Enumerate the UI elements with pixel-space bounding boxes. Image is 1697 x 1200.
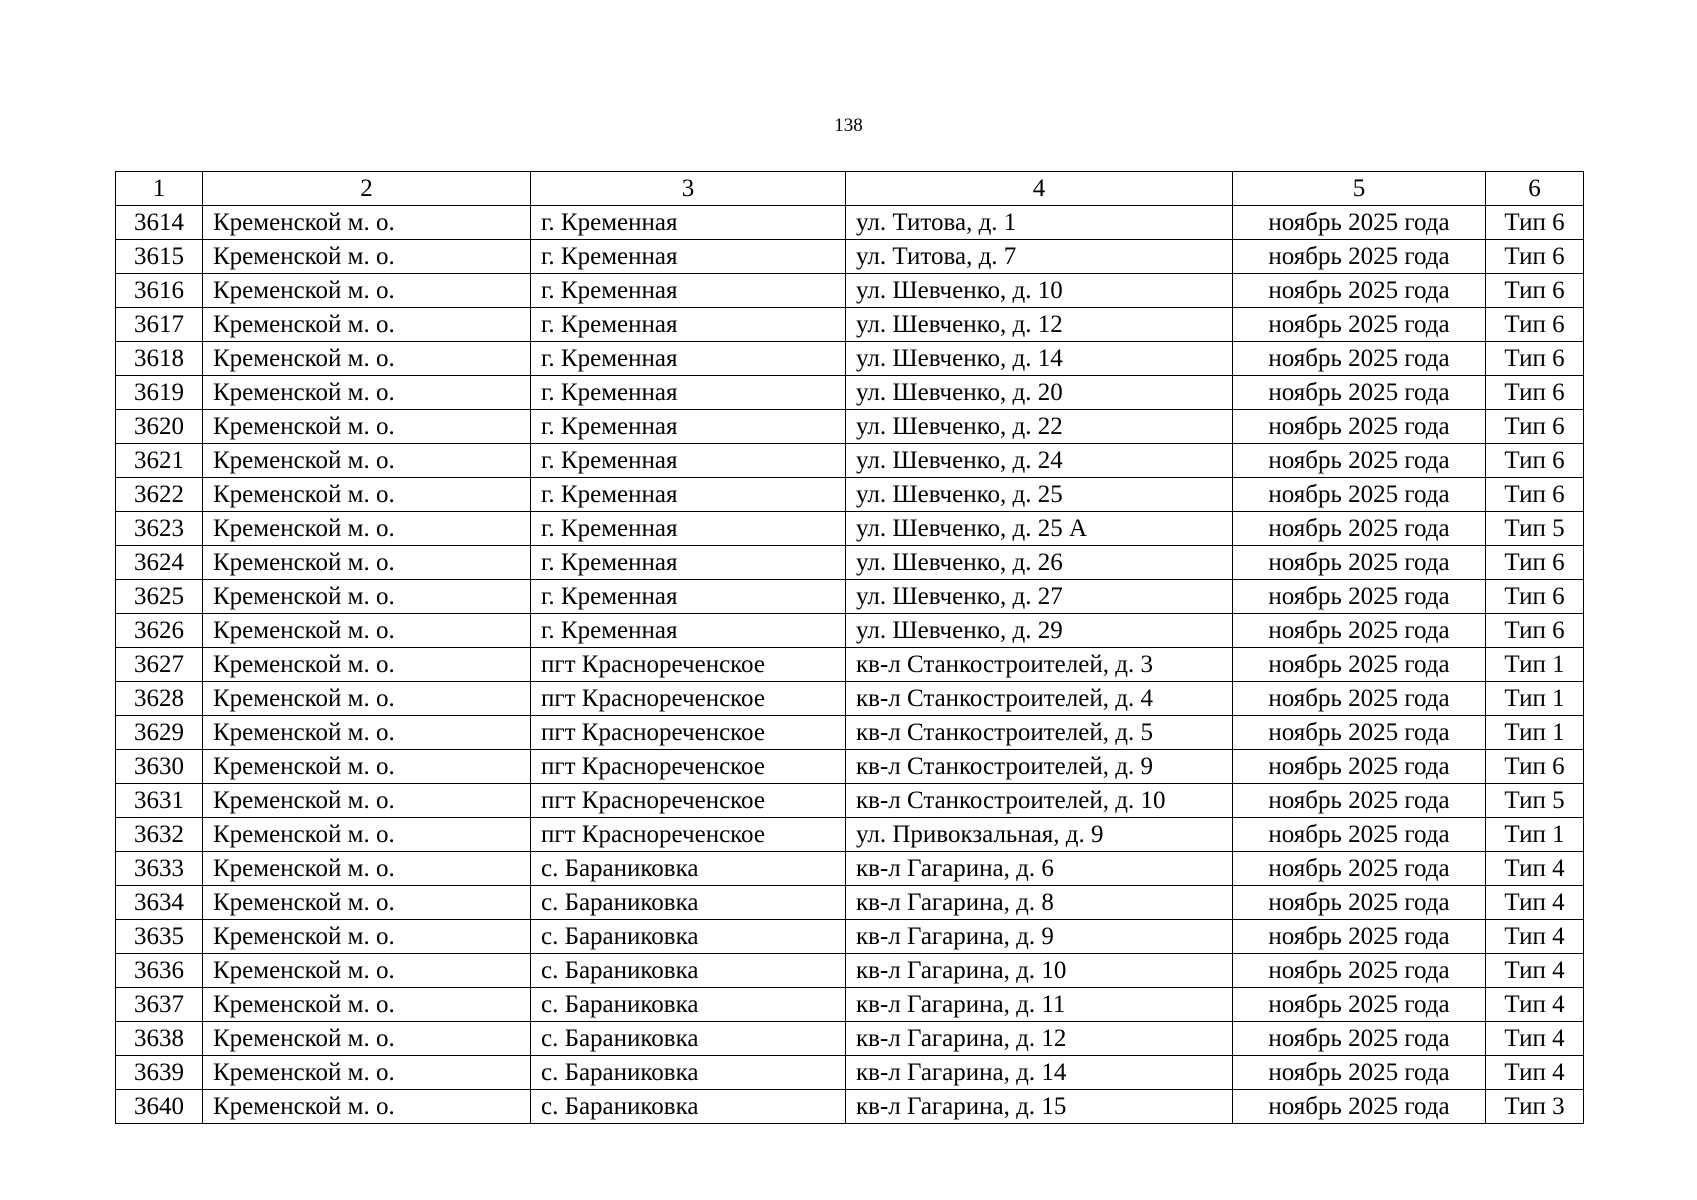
settlement-cell: пгт Краснореченское [531, 818, 846, 852]
row-number-cell: 3630 [116, 750, 203, 784]
type-cell: Тип 6 [1486, 580, 1584, 614]
table-row [116, 682, 1584, 716]
table-row [116, 1022, 1584, 1056]
table-row [116, 240, 1584, 274]
row-number-cell: 3638 [116, 1022, 203, 1056]
district-cell: Кременской м. о. [203, 614, 531, 648]
address-cell: кв-л Станкостроителей, д. 5 [846, 716, 1233, 750]
table-row [116, 206, 1584, 240]
district-cell: Кременской м. о. [203, 342, 531, 376]
row-number-cell: 3619 [116, 376, 203, 410]
table-row [116, 546, 1584, 580]
address-cell: кв-л Станкостроителей, д. 4 [846, 682, 1233, 716]
type-cell: Тип 6 [1486, 376, 1584, 410]
row-number-cell: 3614 [116, 206, 203, 240]
date-cell: ноябрь 2025 года [1233, 988, 1486, 1022]
district-cell: Кременской м. о. [203, 682, 531, 716]
page-number: 138 [834, 115, 863, 136]
type-cell: Тип 4 [1486, 920, 1584, 954]
table-row [116, 478, 1584, 512]
address-cell: ул. Шевченко, д. 29 [846, 614, 1233, 648]
district-cell: Кременской м. о. [203, 784, 531, 818]
address-cell: ул. Шевченко, д. 14 [846, 342, 1233, 376]
column-header: 2 [203, 172, 531, 206]
address-cell: кв-л Станкостроителей, д. 10 [846, 784, 1233, 818]
district-cell: Кременской м. о. [203, 886, 531, 920]
settlement-cell: г. Кременная [531, 274, 846, 308]
date-cell: ноябрь 2025 года [1233, 954, 1486, 988]
data-table [115, 171, 1584, 1124]
address-cell: кв-л Гагарина, д. 6 [846, 852, 1233, 886]
row-number-cell: 3620 [116, 410, 203, 444]
address-cell: ул. Привокзальная, д. 9 [846, 818, 1233, 852]
settlement-cell: пгт Краснореченское [531, 648, 846, 682]
address-cell: ул. Шевченко, д. 25 [846, 478, 1233, 512]
row-number-cell: 3618 [116, 342, 203, 376]
district-cell: Кременской м. о. [203, 954, 531, 988]
address-cell: ул. Шевченко, д. 22 [846, 410, 1233, 444]
settlement-cell: с. Бараниковка [531, 1090, 846, 1124]
settlement-cell: с. Бараниковка [531, 852, 846, 886]
table-row [116, 988, 1584, 1022]
district-cell: Кременской м. о. [203, 750, 531, 784]
table-row [116, 342, 1584, 376]
settlement-cell: г. Кременная [531, 308, 846, 342]
district-cell: Кременской м. о. [203, 410, 531, 444]
table-row [116, 308, 1584, 342]
district-cell: Кременской м. о. [203, 716, 531, 750]
address-cell: ул. Титова, д. 7 [846, 240, 1233, 274]
table-row [116, 954, 1584, 988]
settlement-cell: с. Бараниковка [531, 1022, 846, 1056]
settlement-cell: г. Кременная [531, 410, 846, 444]
type-cell: Тип 4 [1486, 954, 1584, 988]
date-cell: ноябрь 2025 года [1233, 784, 1486, 818]
address-cell: ул. Шевченко, д. 26 [846, 546, 1233, 580]
row-number-cell: 3621 [116, 444, 203, 478]
settlement-cell: пгт Краснореченское [531, 750, 846, 784]
row-number-cell: 3629 [116, 716, 203, 750]
settlement-cell: с. Бараниковка [531, 988, 846, 1022]
row-number-cell: 3617 [116, 308, 203, 342]
row-number-cell: 3628 [116, 682, 203, 716]
table-row [116, 614, 1584, 648]
district-cell: Кременской м. о. [203, 376, 531, 410]
row-number-cell: 3625 [116, 580, 203, 614]
date-cell: ноябрь 2025 года [1233, 750, 1486, 784]
date-cell: ноябрь 2025 года [1233, 648, 1486, 682]
table-row [116, 886, 1584, 920]
type-cell: Тип 4 [1486, 1022, 1584, 1056]
settlement-cell: пгт Краснореченское [531, 716, 846, 750]
address-cell: кв-л Гагарина, д. 15 [846, 1090, 1233, 1124]
date-cell: ноябрь 2025 года [1233, 1090, 1486, 1124]
type-cell: Тип 6 [1486, 614, 1584, 648]
table-header-row [116, 172, 1584, 206]
address-cell: ул. Шевченко, д. 25 А [846, 512, 1233, 546]
date-cell: ноябрь 2025 года [1233, 886, 1486, 920]
type-cell: Тип 6 [1486, 308, 1584, 342]
district-cell: Кременской м. о. [203, 988, 531, 1022]
district-cell: Кременской м. о. [203, 478, 531, 512]
date-cell: ноябрь 2025 года [1233, 682, 1486, 716]
table-row [116, 818, 1584, 852]
settlement-cell: г. Кременная [531, 444, 846, 478]
district-cell: Кременской м. о. [203, 580, 531, 614]
table-row [116, 512, 1584, 546]
date-cell: ноябрь 2025 года [1233, 512, 1486, 546]
type-cell: Тип 6 [1486, 478, 1584, 512]
date-cell: ноябрь 2025 года [1233, 342, 1486, 376]
date-cell: ноябрь 2025 года [1233, 444, 1486, 478]
row-number-cell: 3634 [116, 886, 203, 920]
settlement-cell: г. Кременная [531, 206, 846, 240]
date-cell: ноябрь 2025 года [1233, 478, 1486, 512]
date-cell: ноябрь 2025 года [1233, 614, 1486, 648]
district-cell: Кременской м. о. [203, 1056, 531, 1090]
address-cell: кв-л Гагарина, д. 11 [846, 988, 1233, 1022]
district-cell: Кременской м. о. [203, 818, 531, 852]
type-cell: Тип 6 [1486, 546, 1584, 580]
date-cell: ноябрь 2025 года [1233, 274, 1486, 308]
address-cell: ул. Шевченко, д. 12 [846, 308, 1233, 342]
row-number-cell: 3636 [116, 954, 203, 988]
address-cell: кв-л Гагарина, д. 8 [846, 886, 1233, 920]
type-cell: Тип 1 [1486, 716, 1584, 750]
row-number-cell: 3615 [116, 240, 203, 274]
address-cell: кв-л Гагарина, д. 14 [846, 1056, 1233, 1090]
address-cell: кв-л Станкостроителей, д. 9 [846, 750, 1233, 784]
table-row [116, 852, 1584, 886]
settlement-cell: г. Кременная [531, 376, 846, 410]
table-row [116, 784, 1584, 818]
date-cell: ноябрь 2025 года [1233, 920, 1486, 954]
district-cell: Кременской м. о. [203, 206, 531, 240]
row-number-cell: 3635 [116, 920, 203, 954]
type-cell: Тип 6 [1486, 410, 1584, 444]
row-number-cell: 3627 [116, 648, 203, 682]
row-number-cell: 3633 [116, 852, 203, 886]
type-cell: Тип 5 [1486, 512, 1584, 546]
date-cell: ноябрь 2025 года [1233, 716, 1486, 750]
district-cell: Кременской м. о. [203, 240, 531, 274]
table-body [116, 206, 1584, 1124]
type-cell: Тип 6 [1486, 206, 1584, 240]
date-cell: ноябрь 2025 года [1233, 308, 1486, 342]
date-cell: ноябрь 2025 года [1233, 410, 1486, 444]
settlement-cell: г. Кременная [531, 614, 846, 648]
row-number-cell: 3616 [116, 274, 203, 308]
row-number-cell: 3631 [116, 784, 203, 818]
date-cell: ноябрь 2025 года [1233, 1056, 1486, 1090]
settlement-cell: с. Бараниковка [531, 886, 846, 920]
row-number-cell: 3622 [116, 478, 203, 512]
type-cell: Тип 4 [1486, 852, 1584, 886]
row-number-cell: 3640 [116, 1090, 203, 1124]
type-cell: Тип 4 [1486, 988, 1584, 1022]
type-cell: Тип 1 [1486, 648, 1584, 682]
date-cell: ноябрь 2025 года [1233, 852, 1486, 886]
district-cell: Кременской м. о. [203, 444, 531, 478]
district-cell: Кременской м. о. [203, 512, 531, 546]
table-row [116, 750, 1584, 784]
row-number-cell: 3626 [116, 614, 203, 648]
settlement-cell: г. Кременная [531, 580, 846, 614]
settlement-cell: с. Бараниковка [531, 920, 846, 954]
date-cell: ноябрь 2025 года [1233, 580, 1486, 614]
type-cell: Тип 4 [1486, 1056, 1584, 1090]
type-cell: Тип 4 [1486, 886, 1584, 920]
address-cell: ул. Титова, д. 1 [846, 206, 1233, 240]
settlement-cell: с. Бараниковка [531, 1056, 846, 1090]
district-cell: Кременской м. о. [203, 308, 531, 342]
type-cell: Тип 6 [1486, 750, 1584, 784]
table-row [116, 1090, 1584, 1124]
settlement-cell: г. Кременная [531, 512, 846, 546]
settlement-cell: с. Бараниковка [531, 954, 846, 988]
type-cell: Тип 5 [1486, 784, 1584, 818]
type-cell: Тип 6 [1486, 444, 1584, 478]
row-number-cell: 3624 [116, 546, 203, 580]
table-row [116, 920, 1584, 954]
table-row [116, 410, 1584, 444]
table-row [116, 444, 1584, 478]
table-row [116, 274, 1584, 308]
settlement-cell: г. Кременная [531, 342, 846, 376]
type-cell: Тип 3 [1486, 1090, 1584, 1124]
column-header: 3 [531, 172, 846, 206]
date-cell: ноябрь 2025 года [1233, 206, 1486, 240]
column-header: 6 [1486, 172, 1584, 206]
row-number-cell: 3623 [116, 512, 203, 546]
type-cell: Тип 1 [1486, 682, 1584, 716]
date-cell: ноябрь 2025 года [1233, 1022, 1486, 1056]
district-cell: Кременской м. о. [203, 920, 531, 954]
type-cell: Тип 6 [1486, 240, 1584, 274]
address-cell: кв-л Гагарина, д. 9 [846, 920, 1233, 954]
address-cell: ул. Шевченко, д. 10 [846, 274, 1233, 308]
address-cell: кв-л Гагарина, д. 12 [846, 1022, 1233, 1056]
date-cell: ноябрь 2025 года [1233, 546, 1486, 580]
table-row [116, 376, 1584, 410]
settlement-cell: пгт Краснореченское [531, 784, 846, 818]
type-cell: Тип 6 [1486, 342, 1584, 376]
table-row [116, 580, 1584, 614]
column-header: 4 [846, 172, 1233, 206]
type-cell: Тип 1 [1486, 818, 1584, 852]
address-cell: ул. Шевченко, д. 24 [846, 444, 1233, 478]
row-number-cell: 3639 [116, 1056, 203, 1090]
district-cell: Кременской м. о. [203, 852, 531, 886]
date-cell: ноябрь 2025 года [1233, 376, 1486, 410]
table-row [116, 1056, 1584, 1090]
row-number-cell: 3637 [116, 988, 203, 1022]
address-cell: кв-л Станкостроителей, д. 3 [846, 648, 1233, 682]
settlement-cell: г. Кременная [531, 478, 846, 512]
column-header: 5 [1233, 172, 1486, 206]
settlement-cell: г. Кременная [531, 240, 846, 274]
row-number-cell: 3632 [116, 818, 203, 852]
address-cell: ул. Шевченко, д. 27 [846, 580, 1233, 614]
column-header: 1 [116, 172, 203, 206]
type-cell: Тип 6 [1486, 274, 1584, 308]
district-cell: Кременской м. о. [203, 1090, 531, 1124]
settlement-cell: г. Кременная [531, 546, 846, 580]
district-cell: Кременской м. о. [203, 546, 531, 580]
date-cell: ноябрь 2025 года [1233, 240, 1486, 274]
address-cell: кв-л Гагарина, д. 10 [846, 954, 1233, 988]
settlement-cell: пгт Краснореченское [531, 682, 846, 716]
table-row [116, 648, 1584, 682]
district-cell: Кременской м. о. [203, 1022, 531, 1056]
district-cell: Кременской м. о. [203, 648, 531, 682]
table-row [116, 716, 1584, 750]
date-cell: ноябрь 2025 года [1233, 818, 1486, 852]
address-cell: ул. Шевченко, д. 20 [846, 376, 1233, 410]
district-cell: Кременской м. о. [203, 274, 531, 308]
